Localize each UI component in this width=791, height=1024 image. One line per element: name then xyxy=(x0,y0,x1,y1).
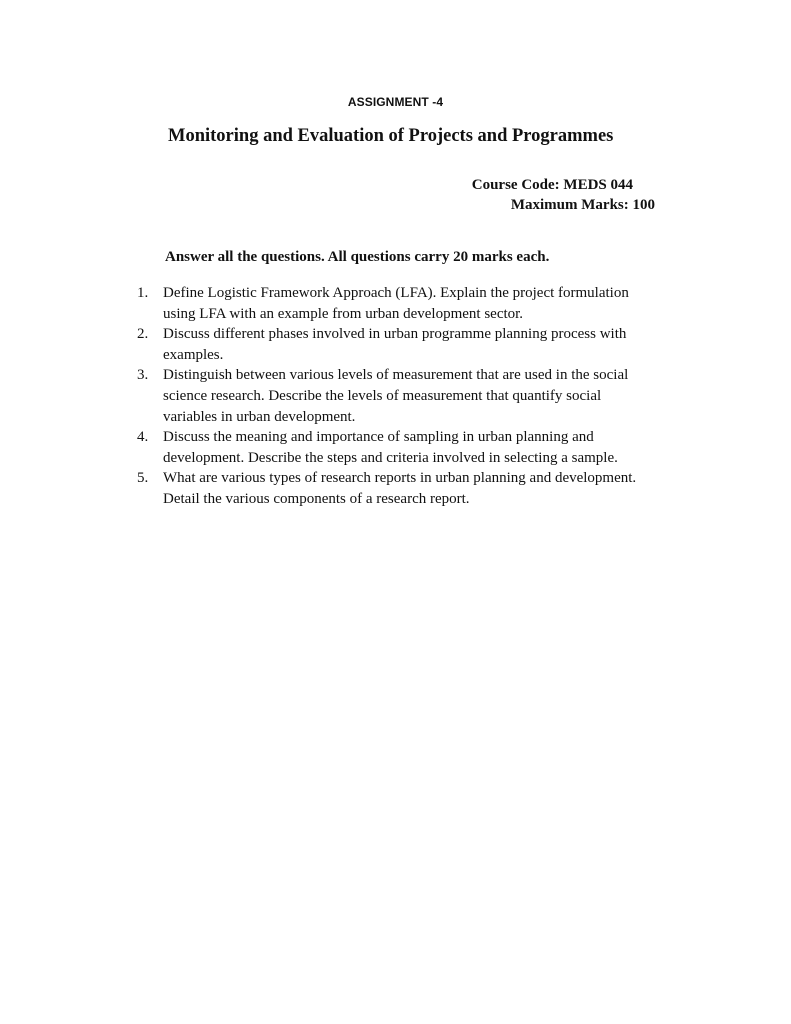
question-line: Discuss different phases involved in urban programme planning process with xyxy=(163,326,627,343)
instructions: Answer all the questions. All questions carry 20 marks each. xyxy=(165,249,550,265)
question-number: 1. xyxy=(137,285,149,301)
question-line: examples. xyxy=(163,346,224,363)
question-number: 5. xyxy=(137,470,149,487)
question-item xyxy=(137,324,667,365)
question-line: Detail the various components of a research report. xyxy=(163,490,470,507)
question-line: Distinguish between various levels of measurement that are used in the social xyxy=(163,367,629,384)
question-line: Define Logistic Framework Approach (LFA). Explain the project formulation xyxy=(163,285,629,301)
question-item xyxy=(137,283,667,324)
question-number: 3. xyxy=(137,367,149,384)
question-item xyxy=(137,427,667,468)
question-line: using LFA with an example from urban development sector. xyxy=(163,305,524,322)
course-info xyxy=(400,175,655,215)
question-line: science research. Describe the levels of measurement that quantify social xyxy=(163,387,602,404)
question-line: variables in urban development. xyxy=(163,408,356,425)
assignment-label: ASSIGNMENT -4 xyxy=(347,95,444,109)
question-line: What are various types of research reports in urban planning and development. xyxy=(163,470,637,487)
question-number: 2. xyxy=(137,326,149,343)
question-item xyxy=(137,365,667,427)
document-title: Monitoring and Evaluation of Projects and Programmes xyxy=(168,126,614,146)
question-number: 4. xyxy=(137,429,149,446)
course-code: Course Code: MEDS 044 xyxy=(471,177,633,193)
maximum-marks: Maximum Marks: 100 xyxy=(510,197,655,213)
question-item xyxy=(137,468,667,509)
question-line: development. Describe the steps and criteria involved in selecting a sample. xyxy=(163,449,618,466)
question-list xyxy=(137,283,667,510)
question-line: Discuss the meaning and importance of sampling in urban planning and xyxy=(163,429,594,446)
